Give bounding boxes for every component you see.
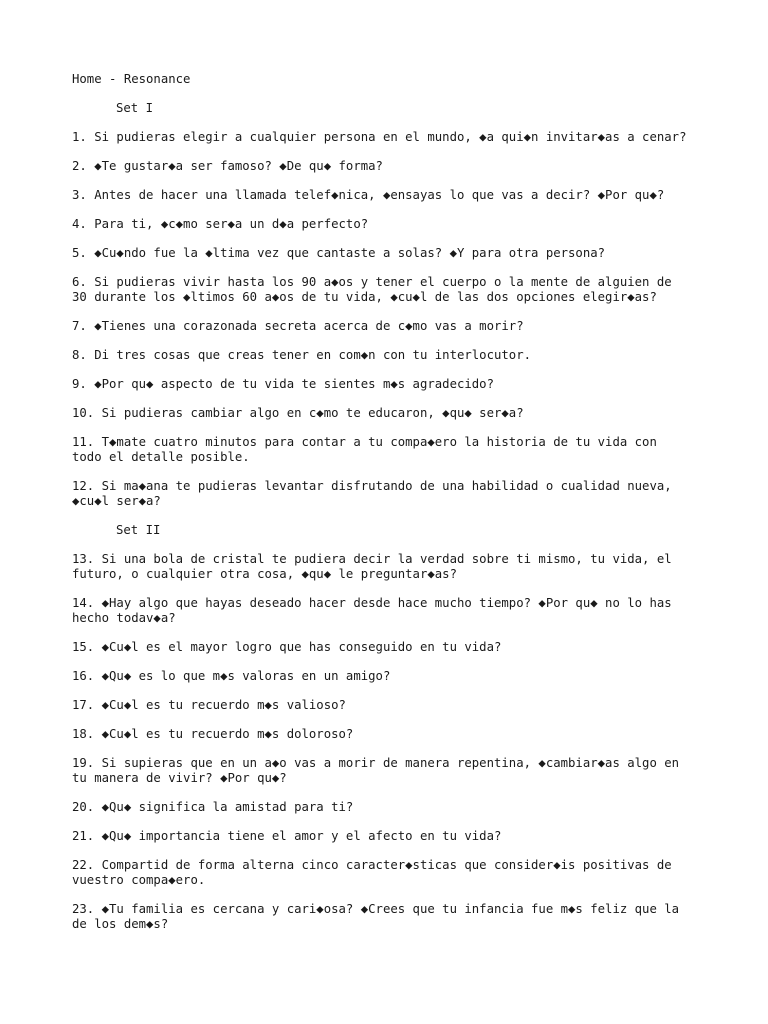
question-item: 10. Si pudieras cambiar algo en c◆mo te educaron, ◆qu◆ ser◆a? [72, 406, 524, 420]
question-item: 9. ◆Por qu◆ aspecto de tu vida te sientes m◆s agradecido? [72, 377, 494, 391]
question-item: 4. Para ti, ◆c◆mo ser◆a un d◆a perfecto? [72, 217, 369, 231]
question-item: 17. ◆Cu◆l es tu recuerdo m◆s valioso? [72, 698, 346, 712]
set-heading: Set I [116, 101, 154, 115]
question-item: 3. Antes de hacer una llamada telef◆nica, ◆ensayas lo que vas a decir? ◆Por qu◆? [72, 188, 665, 202]
question-item: 14. ◆Hay algo que hayas deseado hacer desde hace mucho tiempo? ◆Por qu◆ no lo has hecho todav◆a? [72, 596, 672, 625]
question-item: 12. Si ma◆ana te pudieras levantar disfrutando de una habilidad o cualidad nueva, ◆cu◆l ser◆a? [72, 479, 672, 508]
question-item: 22. Compartid de forma alterna cinco caracter◆sticas que consider◆is positivas de vuestro compa◆ero. [72, 858, 672, 887]
page-header: Home - Resonance [72, 72, 191, 86]
question-item: 5. ◆Cu◆ndo fue la ◆ltima vez que cantaste a solas? ◆Y para otra persona? [72, 246, 606, 260]
question-item: 11. T◆mate cuatro minutos para contar a tu compa◆ero la historia de tu vida con todo el detalle posible. [72, 435, 657, 464]
question-item: 20. ◆Qu◆ significa la amistad para ti? [72, 800, 354, 814]
question-item: 6. Si pudieras vivir hasta los 90 a◆os y tener el cuerpo o la mente de alguien de 30 durante los ◆ltimos 60 a◆os de tu vida, ◆cu◆l de las dos opciones elegir◆as? [72, 275, 672, 304]
question-item: 7. ◆Tienes una corazonada secreta acerca de c◆mo vas a morir? [72, 319, 524, 333]
question-item: 18. ◆Cu◆l es tu recuerdo m◆s doloroso? [72, 727, 354, 741]
question-item: 2. ◆Te gustar◆a ser famoso? ◆De qu◆ forma? [72, 159, 383, 173]
question-item: 1. Si pudieras elegir a cualquier persona en el mundo, ◆a qui◆n invitar◆as a cenar? [72, 130, 687, 144]
question-item: 16. ◆Qu◆ es lo que m◆s valoras en un amigo? [72, 669, 391, 683]
set-heading: Set II [116, 523, 161, 537]
question-item: 13. Si una bola de cristal te pudiera decir la verdad sobre ti mismo, tu vida, el futuro, o cualquier otra cosa, ◆qu◆ le preguntar◆as? [72, 552, 672, 581]
document-page [72, 72, 712, 946]
question-item: 23. ◆Tu familia es cercana y cari◆osa? ◆Crees que tu infancia fue m◆s feliz que la de los dem◆s? [72, 902, 680, 931]
question-item: 8. Di tres cosas que creas tener en com◆n con tu interlocutor. [72, 348, 532, 362]
question-item: 19. Si supieras que en un a◆o vas a morir de manera repentina, ◆cambiar◆as algo en tu manera de vivir? ◆Por qu◆? [72, 756, 680, 785]
question-item: 21. ◆Qu◆ importancia tiene el amor y el afecto en tu vida? [72, 829, 502, 843]
question-item: 15. ◆Cu◆l es el mayor logro que has conseguido en tu vida? [72, 640, 502, 654]
